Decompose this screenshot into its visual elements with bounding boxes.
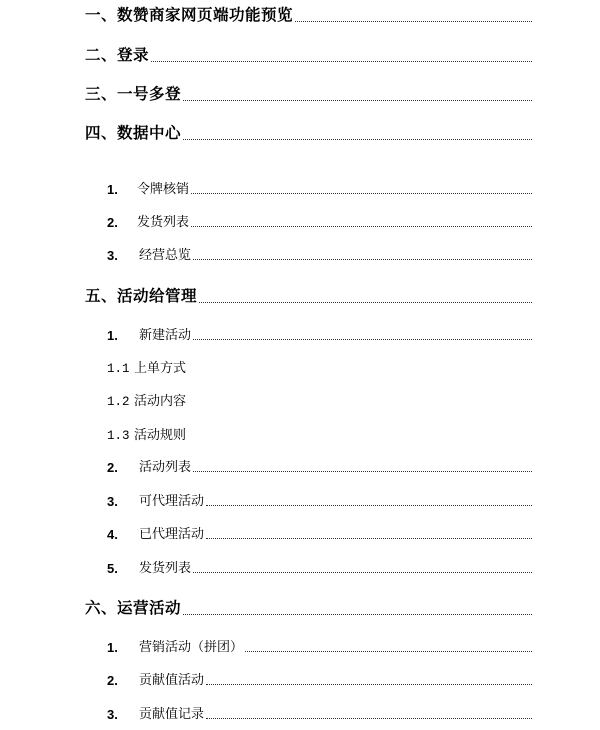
toc-leader-dots [245,650,532,652]
toc-leader-dots [206,717,532,719]
toc-entry-s4-3[interactable] [107,249,532,262]
toc-leader-dots [183,613,532,615]
toc-number: 2. [107,215,118,230]
toc-number: 1. [107,328,118,343]
toc-label: 贡献值活动 [139,673,205,688]
toc-entry-s5-5[interactable] [107,562,532,575]
toc-entry-s5-1[interactable] [107,329,532,342]
toc-number: 1.3 [107,428,130,443]
toc-leader-dots [193,470,532,472]
toc-label: 营销活动（拼团） [139,640,244,655]
toc-leader-dots [206,504,532,506]
toc-label: 可代理活动 [139,494,205,509]
toc-number: 3. [107,494,118,509]
toc-entry-s6-1[interactable] [107,641,532,654]
toc-leader-dots [199,301,532,303]
toc-entry-s6[interactable] [85,601,532,617]
toc-label: 活动列表 [139,460,192,475]
toc-leader-dots [191,225,532,227]
toc-label: 上单方式 [134,361,187,376]
toc-label: 发货列表 [139,561,192,576]
toc-number: 1. [107,640,118,655]
toc-label: 令牌核销 [137,182,190,197]
toc-title: 四、数据中心 [85,124,182,142]
toc-leader-dots [191,192,532,194]
toc-leader-dots [183,99,532,101]
toc-leader-dots [193,338,532,340]
toc-entry-s4-1[interactable] [107,183,532,196]
toc-label: 经营总览 [139,248,192,263]
toc-entry-s6-3[interactable] [107,708,532,721]
toc-leader-dots [151,60,532,62]
toc-leader-dots [206,683,532,685]
toc-number: 1. [107,182,118,197]
toc-entry-s1[interactable] [85,8,532,24]
toc-entry-s4-2[interactable] [107,216,532,229]
toc-entry-s5[interactable] [85,289,532,305]
toc-label: 新建活动 [139,328,192,343]
toc-leader-dots [183,138,532,140]
toc-leader-dots [295,20,532,22]
toc-title: 一、数赞商家网页端功能预览 [85,6,294,24]
toc-number: 1.1 [107,361,130,376]
toc-label: 活动内容 [134,394,187,409]
toc-label: 已代理活动 [139,527,205,542]
toc-number: 3. [107,248,118,263]
toc-entry-s6-2[interactable] [107,674,532,687]
toc-number: 2. [107,673,118,688]
toc-entry-s5-4[interactable] [107,528,532,541]
toc-leader-dots [206,537,532,539]
toc-number: 3. [107,707,118,722]
toc-entry-s5-2[interactable] [107,461,532,474]
toc-label: 活动规则 [134,428,187,443]
toc-number: 2. [107,460,118,475]
toc-title: 五、活动给管理 [85,287,198,305]
toc-number: 4. [107,527,118,542]
toc-label: 贡献值记录 [139,707,205,722]
toc-title: 二、登录 [85,46,150,64]
toc-entry-s5-1-2[interactable] [107,395,186,408]
toc-entry-s4[interactable] [85,126,532,142]
toc-entry-s2[interactable] [85,48,532,64]
toc-entry-s3[interactable] [85,87,532,103]
toc-number: 5. [107,561,118,576]
toc-entry-s5-1-3[interactable] [107,429,186,442]
toc-number: 1.2 [107,394,130,409]
toc-title: 六、运营活动 [85,599,182,617]
toc-leader-dots [193,571,532,573]
toc-label: 发货列表 [137,215,190,230]
toc-leader-dots [193,258,532,260]
toc-title: 三、一号多登 [85,85,182,103]
toc-entry-s5-1-1[interactable] [107,362,186,375]
toc-entry-s5-3[interactable] [107,495,532,508]
